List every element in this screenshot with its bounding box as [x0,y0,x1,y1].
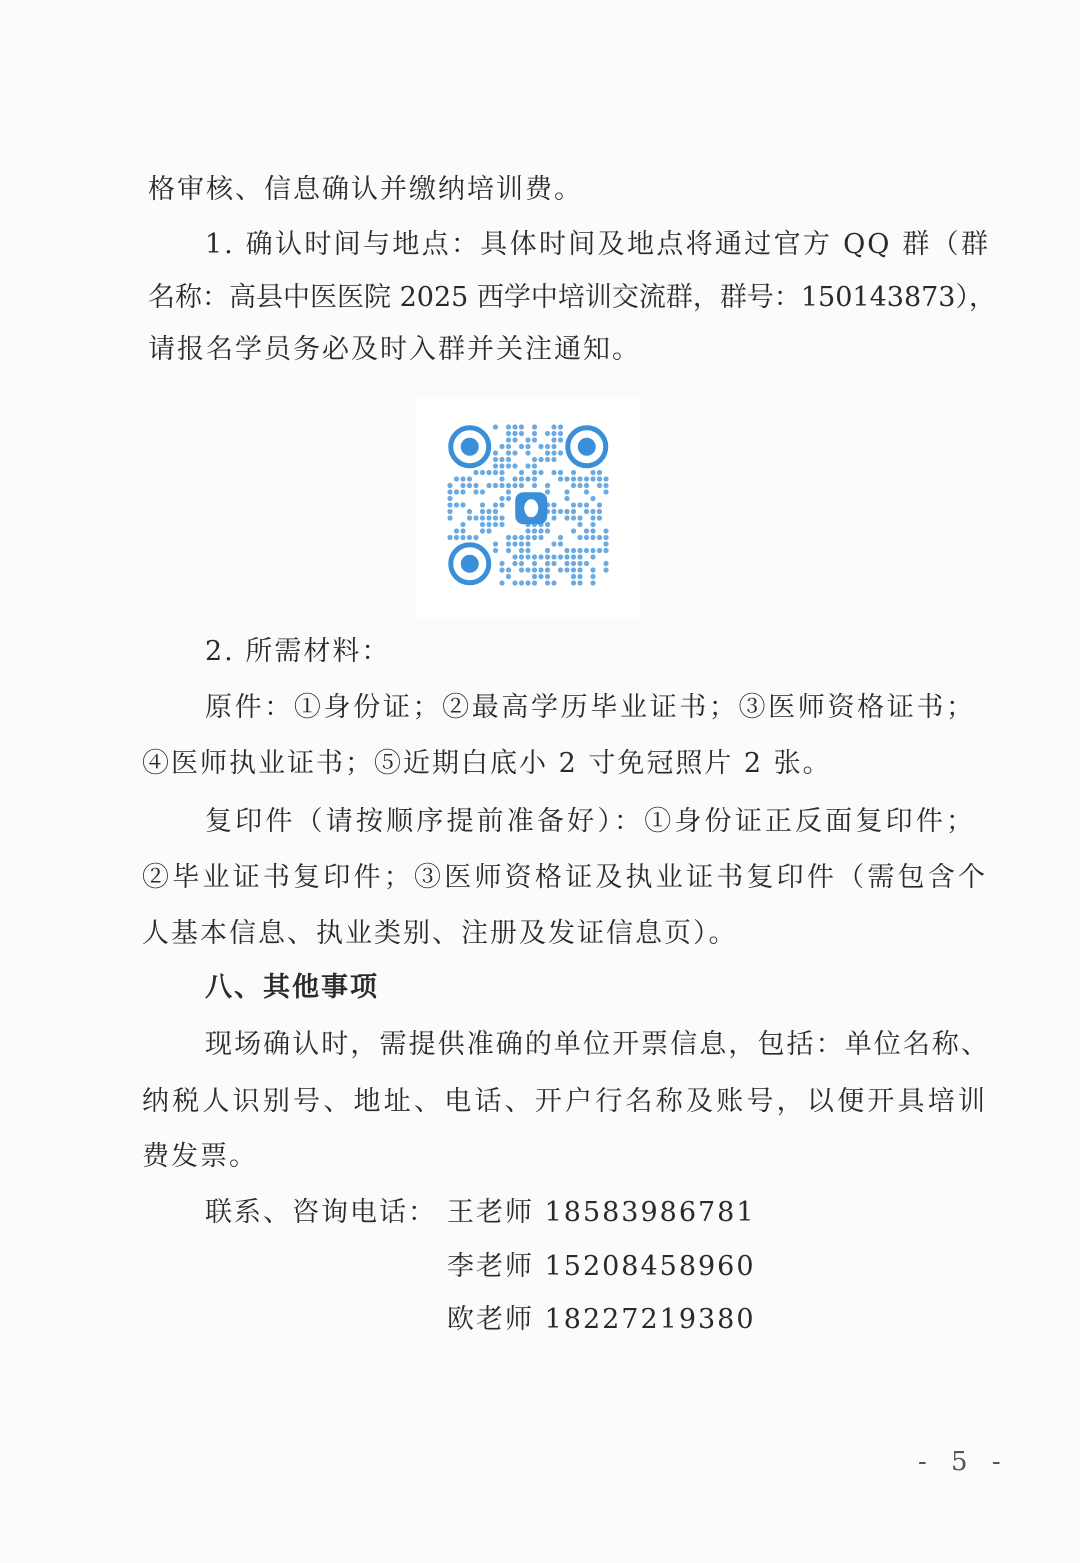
page-number: - 5 - [918,1447,1009,1477]
section-heading: 八、其他事项 [205,972,379,1003]
paragraph-line: ④医师执业证书；⑤近期白底小 2 寸免冠照片 2 张。 [142,748,832,779]
paragraph-line: 复印件（请按顺序提前准备好）：①身份证正反面复印件； [205,806,975,837]
paragraph-line: 1. 确认时间与地点：具体时间及地点将通过官方 QQ 群（群 [205,229,990,260]
qq-group-qr-code [415,398,640,618]
paragraph-line: 人基本信息、执业类别、注册及发证信息页）。 [142,918,738,949]
paragraph-line: 纳税人识别号、地址、电话、开户行名称及账号，以便开具培训 [142,1086,987,1117]
paragraph-line: 请报名学员务必及时入群并关注通知。 [148,334,641,365]
paragraph-line: 费发票。 [142,1141,258,1172]
paragraph-line: 2. 所需材料： [205,636,391,667]
paragraph-line: 现场确认时，需提供准确的单位开票信息，包括：单位名称、 [205,1029,990,1060]
contact-phone: 欧老师 18227219380 [447,1304,756,1335]
contact-phone: 王老师 18583986781 [447,1197,756,1228]
contact-label: 联系、咨询电话： [205,1197,437,1228]
paragraph-line: 格审核、信息确认并缴纳培训费。 [148,174,583,205]
contact-phone: 李老师 15208458960 [447,1251,756,1282]
paragraph-line: ②毕业证书复印件；③医师资格证及执业证书复印件（需包含个 [142,862,987,893]
paragraph-line: 原件：①身份证；②最高学历毕业证书；③医师资格证书； [205,692,975,723]
paragraph-line: 名称：高县中医医院 2025 西学中培训交流群，群号：150143873）， [148,282,996,313]
